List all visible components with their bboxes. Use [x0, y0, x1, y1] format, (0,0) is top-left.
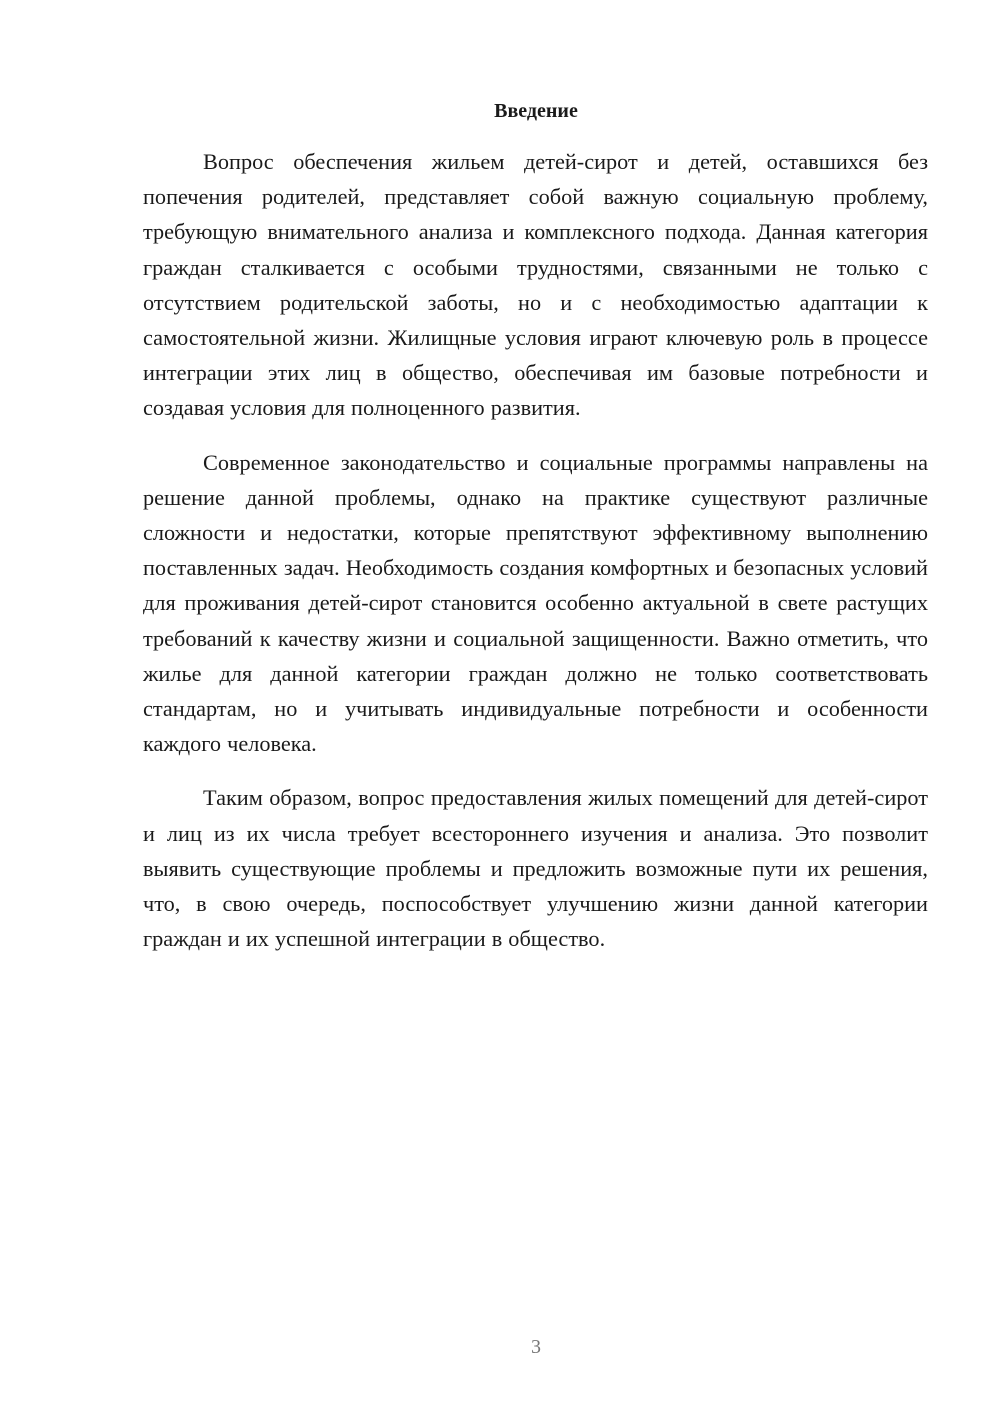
paragraph-1: Вопрос обеспечения жильем детей-сирот и детей, оставшихся без попечения родителей, представляет собой важную социальную проблему, требующую внимательного анализа и комплексного подхода. Данная категория граждан сталкивается с особыми трудностями, связанными не только с отсутствием родительской заботы, но и с необходимостью адаптации к самостоятельной жизни. Жилищные условия играют ключевую роль в процессе интеграции этих лиц в общество, обеспечивая им базовые потребности и создавая условия для полноценного развития.: [143, 149, 928, 421]
section-heading: Введение: [494, 100, 578, 122]
document-body: [143, 144, 928, 975]
paragraph-2: Современное законодательство и социальные программы направлены на решение данной проблемы, однако на практике существуют различные сложности и недостатки, которые препятствуют эффективному выполнению поставленных задач. Необходимость создания комфортных и безопасных условий для проживания детей-сирот становится особенно актуальной в свете растущих требований к качеству жизни и социальной защищенности. Важно отметить, что жилье для данной категории граждан должно не только соответствовать стандартам, но и учитывать индивидуальные потребности и особенности каждого человека.: [143, 449, 928, 757]
paragraph-3: Таким образом, вопрос предоставления жилых помещений для детей-сирот и лиц из их числа требует всестороннего изучения и анализа. Это позволит выявить существующие проблемы и предложить возможные пути их решения, что, в свою очередь, поспособствует улучшению жизни данной категории граждан и их успешной интеграции в общество.: [143, 785, 928, 952]
page-number: 3: [531, 1336, 541, 1358]
